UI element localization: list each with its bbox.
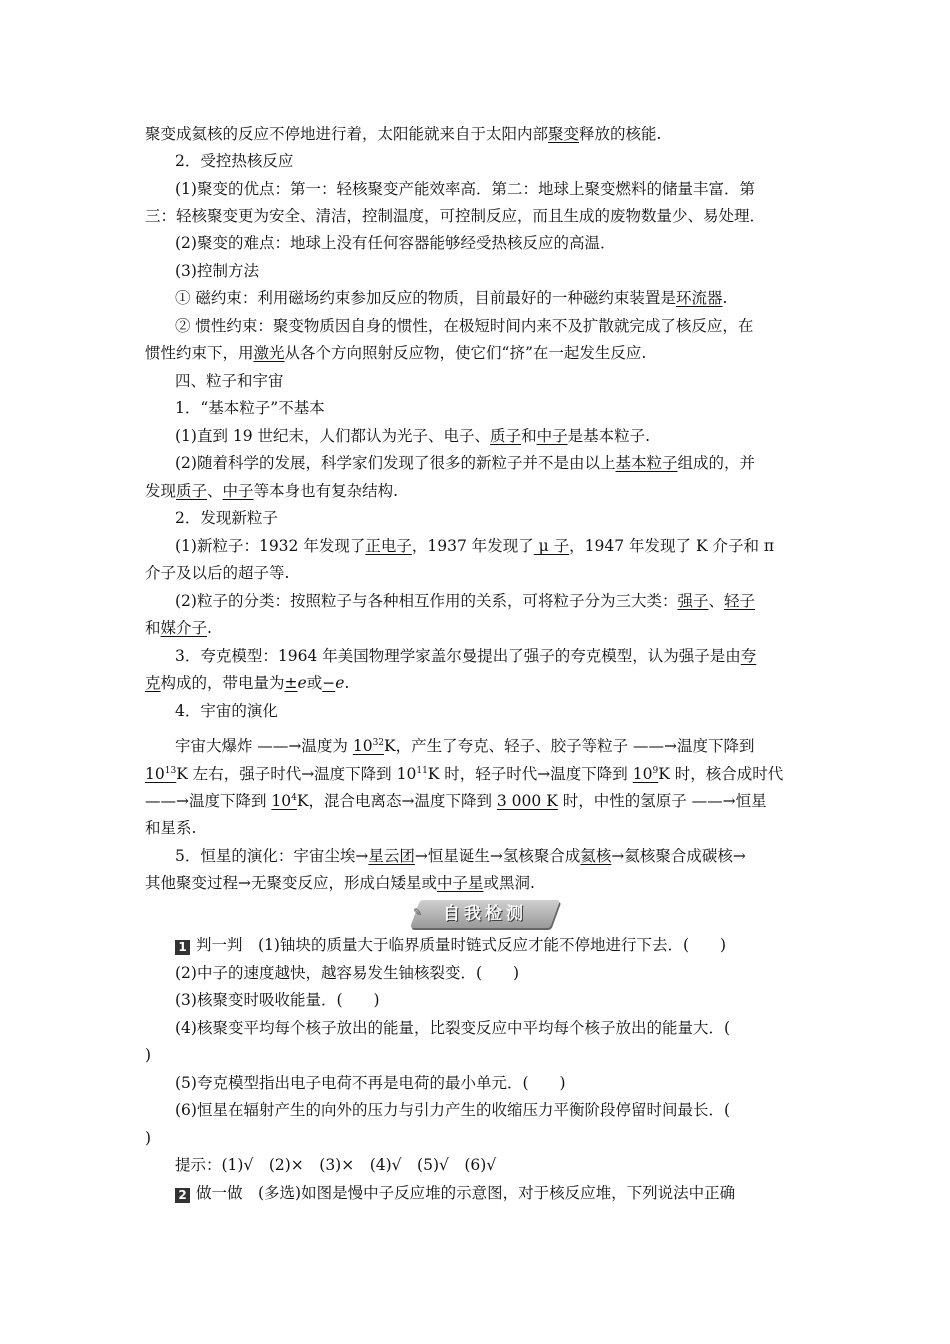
section-heading: 四、粒子和宇宙: [175, 372, 284, 390]
banner-title: 自我检测: [443, 904, 527, 924]
question-item: 2 做一做 (多选)如图是慢中子反应堆的示意图，对于核反应堆，下列说法中正确: [175, 1183, 735, 1203]
paragraph-line: 宇宙大爆炸 ——→温度为 $10^{32}K$，产生了夸克、轻子、胶子等粒子 ——→温度下降到: [175, 737, 755, 755]
paragraph-line: (2)随着科学的发展，科学家们发现了很多的新粒子并不是由以上基本粒子组成的，并: [175, 454, 755, 472]
paragraph-line: 惯性约束下，用激光从各个方向照射反应物，使它们“挤”在一起发生反应.: [145, 344, 647, 362]
paragraph-line: 3．夸克模型：1964 年美国物理学家盖尔曼提出了强子的夸克模型，认为强子是由夸: [175, 647, 757, 665]
question-item: (6)恒星在辐射产生的向外的压力与引力产生的收缩压力平衡阶段停留时间最长．(: [175, 1101, 731, 1119]
question-item: (4)核聚变平均每个核子放出的能量，比裂变反应中平均每个核子放出的能量大．(: [175, 1019, 731, 1037]
self-test-banner: [415, 900, 555, 928]
paragraph-line: (2)聚变的难点：地球上没有任何容器能够经受热核反应的高温．: [175, 234, 616, 252]
section-heading: 2．受控热核反应: [175, 152, 294, 170]
paragraph-line: 其他聚变过程→无聚变反应，形成白矮星或中子星或黑洞.: [145, 874, 535, 892]
paragraph-line: ② 惯性约束：聚变物质因自身的惯性，在极短时间内来不及扩散就完成了核反应，在: [175, 317, 754, 335]
paragraph-line: ① 磁约束：利用磁场约束参加反应的物质，目前最好的一种磁约束装置是环流器.: [175, 289, 728, 307]
paragraph-line: 克构成的，带电量为±e或−e.: [145, 674, 350, 692]
question-item: ): [145, 1046, 152, 1064]
question-item: 1 判一判 (1)铀块的质量大于临界质量时链式反应才能不停地进行下去．( ): [175, 935, 726, 955]
answer-hint: 提示：(1)√ (2)× (3)× (4)√ (5)√ (6)√: [175, 1156, 497, 1174]
question-item: (5)夸克模型指出电子电荷不再是电荷的最小单元．( ): [175, 1074, 566, 1092]
section-heading: 2．发现新粒子: [175, 509, 278, 527]
paragraph-line: (3)控制方法: [175, 262, 259, 280]
paragraph-line: 5．恒星的演化：宇宙尘埃→星云团→恒星诞生→氢核聚合成氦核→氦核聚合成碳核→: [175, 847, 746, 865]
paragraph-line: ——→温度下降到 $10^4K$，混合电离态→温度下降到 3 000 K 时，中性的氢原子 ——→恒星: [145, 792, 767, 810]
paragraph-line: (1)直到 19 世纪末，人们都认为光子、电子、质子和中子是基本粒子.: [175, 427, 651, 445]
question-item: ): [145, 1129, 152, 1147]
paragraph-line: 介子及以后的超子等.: [145, 564, 290, 582]
paragraph-line: 发现质子、中子等本身也有复杂结构.: [145, 482, 398, 500]
paragraph-line: $10^{13}K$ 左右，强子时代→温度下降到 $10^{11}K$ 时，轻子时代→温度下降到 $10^9K$ 时，核合成时代: [145, 765, 784, 783]
paragraph-line: 三：轻核聚变更为安全、清洁，控制温度，可控制反应，而且生成的废物数量少、易处理．: [145, 207, 766, 225]
section-heading: 4．宇宙的演化: [175, 702, 278, 720]
paragraph-line: (1)聚变的优点：第一：轻核聚变产能效率高．第二：地球上聚变燃料的储量丰富．第: [175, 180, 755, 198]
paragraph-line: 和媒介子.: [145, 619, 212, 637]
section-heading: 1．“基本粒子”不基本: [175, 399, 325, 417]
question-item: (3)核聚变时吸收能量．( ): [175, 991, 380, 1009]
paragraph-line: (1)新粒子：1932 年发现了正电子，1937 年发现了 μ 子，1947 年发现了 K 介子和 π: [175, 537, 775, 555]
number-badge-icon: 1: [175, 940, 190, 955]
pencil-icon: ✎: [413, 906, 423, 919]
number-badge-icon: 2: [175, 1188, 190, 1203]
paragraph-line: (2)粒子的分类：按照粒子与各种相互作用的关系，可将粒子分为三大类：强子、轻子: [175, 592, 756, 610]
paragraph-line: 聚变成氦核的反应不停地进行着，太阳能就来自于太阳内部聚变释放的核能.: [145, 125, 662, 143]
paragraph-line: 和星系.: [145, 819, 197, 837]
question-item: (2)中子的速度越快，越容易发生铀核裂变．( ): [175, 964, 520, 982]
